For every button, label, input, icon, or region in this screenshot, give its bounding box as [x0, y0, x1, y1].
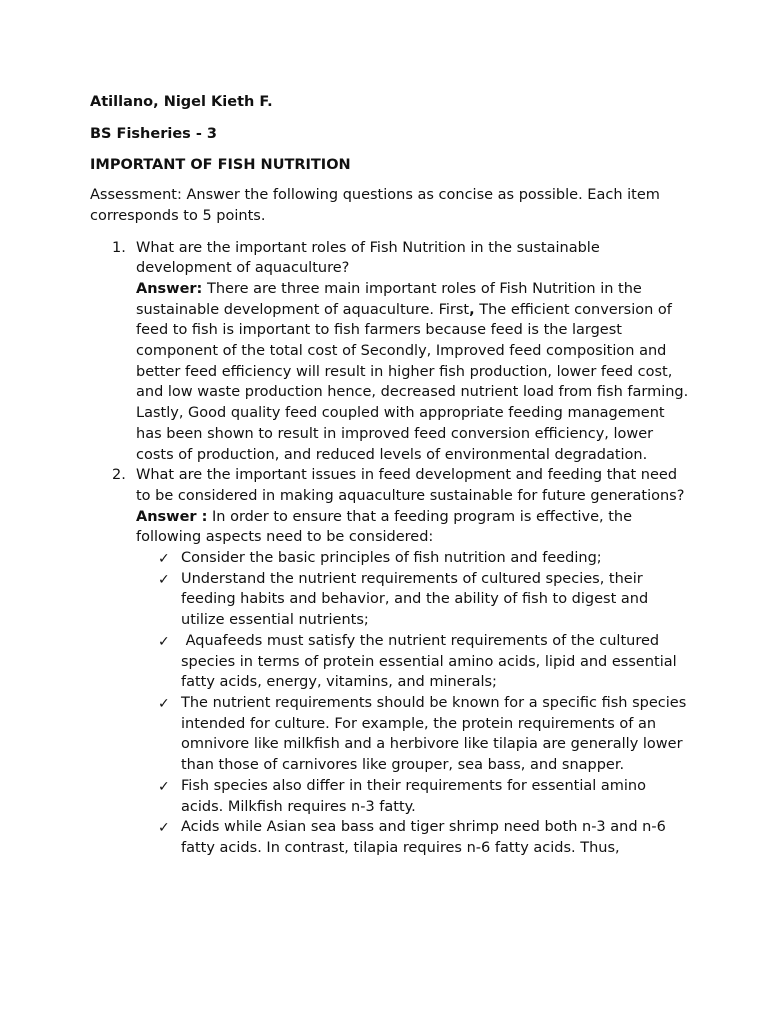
question-list — [90, 238, 690, 859]
checklist-item — [136, 776, 690, 817]
document-title: IMPORTANT OF FISH NUTRITION — [90, 157, 351, 174]
checklist-item — [136, 569, 690, 631]
question-number: 1. — [112, 239, 126, 256]
question-text: What are the important roles of Fish Nutrition in the sustainable development of aquaculture? — [136, 239, 600, 277]
checklist-item-text: Aquafeeds must satisfy the nutrient requirements of the cultured species in terms of protein essential amino acids, lipid and essential fatty acids, energy, vitamins, and minerals; — [181, 632, 682, 691]
answer-paragraph — [136, 507, 690, 548]
question-item — [90, 238, 690, 466]
checkmark-icon: ✓ — [158, 571, 170, 588]
checkmark-icon: ✓ — [158, 551, 170, 568]
checklist-item — [136, 631, 690, 693]
checklist-item — [136, 548, 690, 569]
document-page — [90, 92, 690, 859]
answer-text-continued: The efficient conversion of feed to fish is important to fish farmers because feed is the largest component of the total cost of Secondly, Improved feed composition and better feed efficiency will result in higher fish production, lower feed cost, and low waste production hence, decreased nutrient load from fish farming. Lastly, Good quality feed coupled with appropriate feeding management has been shown to result in improved feed conversion efficiency, lower costs of production, and reduced levels of environmental degradation. — [136, 301, 689, 463]
checklist-item-text: Fish species also differ in their requirements for essential amino acids. Milkfish requires n-3 fatty. — [181, 777, 646, 815]
answer-paragraph — [136, 279, 690, 465]
checklist-item-text: Acids while Asian sea bass and tiger shrimp need both n-3 and n-6 fatty acids. In contrast, tilapia requires n-6 fatty acids. Thus, — [181, 819, 666, 856]
checklist-item-text: Consider the basic principles of fish nutrition and feeding; — [181, 550, 602, 567]
checklist-item-text: Understand the nutrient requirements of cultured species, their feeding habits and behavior, and the ability of fish to digest and utilize essential nutrients; — [181, 570, 649, 629]
answer-text: There are three main important roles of Fish Nutrition in the sustainable development of aquaculture. First — [136, 280, 642, 318]
answer-bold-comma: , — [469, 301, 475, 318]
checkmark-icon: ✓ — [158, 820, 170, 837]
answer-label: Answer: — [136, 280, 203, 297]
answer-text: In order to ensure that a feeding program is effective, the following aspects need to be considered: — [136, 508, 633, 546]
checklist — [136, 548, 690, 859]
checkmark-icon: ✓ — [158, 695, 170, 712]
question-item — [90, 465, 690, 858]
checkmark-icon: ✓ — [158, 778, 170, 795]
checklist-item — [136, 693, 690, 776]
checklist-item-text: The nutrient requirements should be known for a specific fish species intended for culture. For example, the protein requirements of an omnivore like milkfish and a herbivore like tilapia are generally lower than those of carnivores like grouper, sea bass, and snapper. — [181, 694, 687, 774]
question-text: What are the important issues in feed development and feeding that need to be considered in making aquaculture sustainable for future generations? — [136, 467, 685, 504]
checklist-item — [136, 817, 690, 858]
checkmark-icon: ✓ — [158, 633, 170, 650]
answer-label: Answer : — [136, 508, 208, 525]
course-line: BS Fisheries - 3 — [90, 125, 217, 142]
question-number: 2. — [112, 467, 126, 484]
assessment-instructions: Assessment: Answer the following questions as concise as possible. Each item corresponds to 5 points. — [90, 187, 660, 224]
author-name: Atillano, Nigel Kieth F. — [90, 94, 273, 110]
